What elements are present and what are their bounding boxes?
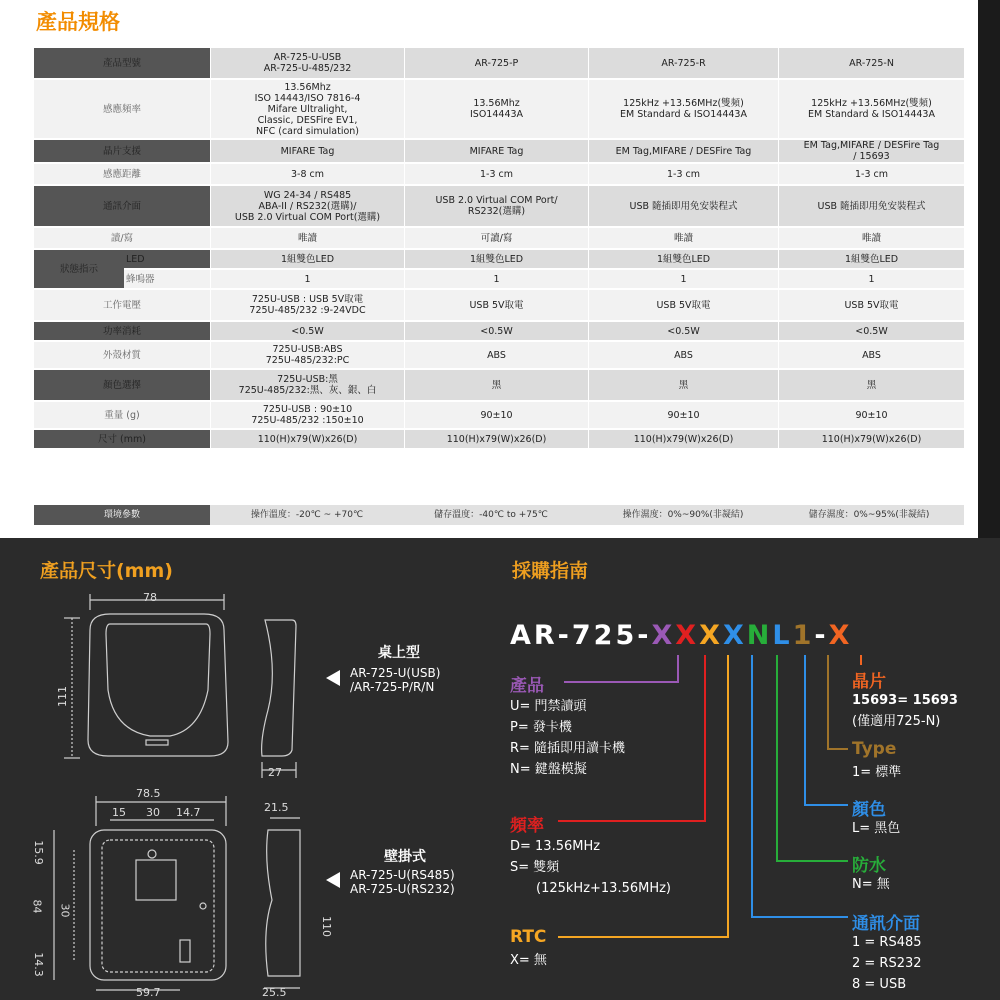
wall-type-title: 壁掛式 (384, 849, 426, 865)
code-interface: X (722, 620, 747, 651)
spec-row (34, 186, 964, 226)
desk-arrow-icon (326, 670, 340, 686)
spec-cell: WG 24-34 / RS485 ABA-II / RS232(選購)/ USB 2.0 Virtual COM Port(選購) (210, 186, 404, 226)
wall-left3: 14.3 (31, 952, 45, 977)
status-sub-label: LED (124, 250, 210, 268)
interface-title: 通訊介面 (852, 914, 920, 934)
spec-row-label: 尺寸 (mm) (34, 430, 210, 448)
product-item: U= 門禁讀頭 (510, 699, 587, 714)
spec-cell: 1 (778, 270, 964, 288)
spec-cell: ABS (404, 342, 588, 368)
wall-width-bottom: 59.7 (136, 986, 161, 999)
spec-cell: 1 (588, 270, 778, 288)
spec-row (34, 48, 964, 78)
spec-cell: 90±10 (404, 402, 588, 428)
spec-cell: EM Tag,MIFARE / DESFire Tag / 15693 (778, 140, 964, 162)
desk-drawing (50, 590, 310, 790)
spec-row (34, 80, 964, 138)
spec-row (34, 370, 964, 400)
spec-row (34, 164, 964, 184)
wall-dim-a: 15 (112, 806, 126, 819)
color-list (852, 818, 900, 839)
spec-row (34, 322, 964, 340)
spec-row-label: 晶片支援 (34, 140, 210, 162)
spec-row (34, 430, 964, 448)
side-rule (978, 0, 1000, 538)
spec-cell: 725U-USB : 90±10 725U-485/232 :150±10 (210, 402, 404, 428)
spec-row (34, 402, 964, 428)
wall-depth-top: 21.5 (264, 801, 289, 814)
product-item: N= 鍵盤模擬 (510, 762, 587, 777)
waterproof-list (852, 874, 890, 895)
desk-width: 78 (143, 591, 157, 604)
desk-depth: 27 (268, 766, 282, 779)
spec-cell: 唯讀 (778, 228, 964, 248)
spec-cell: AR-725-R (588, 48, 778, 78)
code-chip: X (828, 620, 853, 651)
spec-cell: 黑 (778, 370, 964, 400)
spec-cell: 3-8 cm (210, 164, 404, 184)
spec-cell: USB 2.0 Virtual COM Port/ RS232(選購) (404, 186, 588, 226)
spec-cell: USB 5V取電 (778, 290, 964, 320)
env-cell: 操作溫度：-20℃ ~ +70℃ (250, 510, 364, 520)
spec-row (34, 140, 964, 162)
freq-item: D= 13.56MHz (510, 839, 601, 854)
wall-left2: 84 (30, 899, 44, 914)
spec-cell: 1-3 cm (778, 164, 964, 184)
spec-row-label: 顏色選擇 (34, 370, 210, 400)
code-dash: - (814, 620, 829, 651)
spec-row (34, 270, 964, 288)
env-cell: 儲存溫度：-40℃ to +75℃ (434, 510, 548, 520)
spec-cell: 黑 (404, 370, 588, 400)
dimensions-title: 產品尺寸(mm) (40, 560, 173, 582)
spec-cell: 黑 (588, 370, 778, 400)
spec-cell: 1-3 cm (404, 164, 588, 184)
desk-height: 111 (56, 686, 69, 707)
env-cell: 儲存濕度：0%~95%(非凝結) (808, 510, 930, 520)
spec-cell: AR-725-U-USB AR-725-U-485/232 (210, 48, 404, 78)
env-label: 環境參數 (34, 505, 210, 525)
wall-depth-bottom: 25.5 (262, 986, 287, 999)
waterproof-item: N= 無 (852, 877, 890, 892)
spec-cell: 725U-USB:黑 725U-485/232:黑、灰、銀、白 (210, 370, 404, 400)
spec-cell: 110(H)x79(W)x26(D) (588, 430, 778, 448)
product-item: R= 隨插即用讀卡機 (510, 741, 626, 756)
spec-cell: USB 隨插即用免安裝程式 (588, 186, 778, 226)
color-title: 顏色 (852, 800, 886, 820)
rtc-title: RTC (510, 927, 547, 947)
wall-inner: 30 (58, 903, 72, 918)
spec-cell: AR-725-P (404, 48, 588, 78)
spec-cell: 125kHz +13.56MHz(雙頻) EM Standard & ISO14443A (588, 80, 778, 138)
wall-width-top: 78.5 (136, 787, 161, 800)
rtc-item: X= 無 (510, 953, 547, 968)
spec-cell: 1組雙色LED (210, 250, 404, 268)
code-prefix: AR-725- (510, 620, 652, 651)
freq-item: (125kHz+13.56MHz) (536, 881, 672, 896)
spec-cell: 110(H)x79(W)x26(D) (404, 430, 588, 448)
status-sub-label: 蜂鳴器 (124, 270, 210, 288)
product-title: 產品 (510, 676, 544, 696)
spec-cell: 1 (210, 270, 404, 288)
spec-row-label: 讀/寫 (34, 228, 210, 248)
spec-cell: USB 隨插即用免安裝程式 (778, 186, 964, 226)
spec-title: 產品規格 (36, 10, 120, 34)
wall-arrow-icon (326, 872, 340, 888)
spec-row-label: 感應頻率 (34, 80, 210, 138)
color-item: L= 黑色 (852, 821, 901, 836)
spec-cell: ABS (588, 342, 778, 368)
type-list (852, 762, 901, 783)
spec-cell: 13.56Mhz ISO14443A (404, 80, 588, 138)
spec-cell: AR-725-N (778, 48, 964, 78)
spec-cell: MIFARE Tag (404, 140, 588, 162)
type-title: Type (852, 739, 897, 759)
interface-item: 8 = USB (852, 977, 907, 992)
spec-cell: 725U-USB:ABS 725U-485/232:PC (210, 342, 404, 368)
product-item: P= 發卡機 (510, 720, 572, 735)
interface-list (852, 932, 922, 995)
spec-cell: USB 5V取電 (588, 290, 778, 320)
spec-row-label: 產品型號 (34, 48, 210, 78)
spec-cell: MIFARE Tag (210, 140, 404, 162)
wall-drawing (50, 790, 320, 1000)
spec-cell: 1組雙色LED (778, 250, 964, 268)
spec-cell: 110(H)x79(W)x26(D) (210, 430, 404, 448)
spec-cell: EM Tag,MIFARE / DESFire Tag (588, 140, 778, 162)
chip-list (852, 690, 958, 732)
spec-cell: 90±10 (778, 402, 964, 428)
freq-list (510, 836, 671, 899)
wall-dim-b: 30 (146, 806, 160, 819)
wall-models: AR-725-U(RS485) AR-725-U(RS232) (350, 868, 455, 896)
spec-cell: <0.5W (778, 322, 964, 340)
desk-type-title: 桌上型 (378, 645, 420, 661)
env-row (34, 505, 964, 525)
spec-row (34, 250, 964, 268)
wall-left1: 15.9 (31, 840, 45, 865)
spec-cell: 1-3 cm (588, 164, 778, 184)
wall-height: 110 (320, 916, 333, 937)
code-type: 1 (792, 620, 815, 651)
wall-dim-c: 14.7 (176, 806, 201, 819)
spec-row-label: 工作電壓 (34, 290, 210, 320)
spec-cell: 唯讀 (210, 228, 404, 248)
code-color: L (772, 620, 793, 651)
code-freq: X (675, 620, 700, 651)
spec-row-label: 重量 (g) (34, 402, 210, 428)
interface-item: 2 = RS232 (852, 956, 922, 971)
spec-cell: 1組雙色LED (588, 250, 778, 268)
spec-cell: <0.5W (210, 322, 404, 340)
spec-row-label: 感應距離 (34, 164, 210, 184)
rtc-list (510, 950, 547, 971)
type-item: 1= 標準 (852, 765, 902, 780)
spec-cell: 90±10 (588, 402, 778, 428)
env-cell: 操作濕度：0%~90%(非凝結) (622, 510, 744, 520)
status-label: 狀態指示 (34, 250, 124, 288)
spec-cell: USB 5V取電 (404, 290, 588, 320)
guide-title: 採購指南 (512, 560, 589, 582)
spec-table (34, 46, 964, 450)
code-waterproof: N (746, 620, 773, 651)
spec-cell: 唯讀 (588, 228, 778, 248)
spec-cell: 110(H)x79(W)x26(D) (778, 430, 964, 448)
freq-title: 頻率 (510, 816, 544, 836)
spec-cell: 13.56Mhz ISO 14443/ISO 7816-4 Mifare Ultralight, Classic, DESFire EV1, NFC (card simulation) (210, 80, 404, 138)
spec-cell: 可讀/寫 (404, 228, 588, 248)
order-code (510, 620, 852, 651)
spec-row-label: 通訊介面 (34, 186, 210, 226)
desk-models: AR-725-U(USB) /AR-725-P/R/N (350, 666, 441, 694)
spec-cell: 725U-USB : USB 5V取電 725U-485/232 :9-24VDC (210, 290, 404, 320)
chip-item: (僅適用725-N) (852, 714, 941, 729)
spec-cell: 1 (404, 270, 588, 288)
freq-item: S= 雙頻 (510, 860, 560, 875)
spec-row (34, 228, 964, 248)
spec-cell: 125kHz +13.56MHz(雙頻) EM Standard & ISO14443A (778, 80, 964, 138)
code-rtc: X (699, 620, 723, 651)
chip-title: 晶片 (852, 672, 886, 692)
spec-cell: 1組雙色LED (404, 250, 588, 268)
spec-row-label: 功率消耗 (34, 322, 210, 340)
spec-row-label: 外殼材質 (34, 342, 210, 368)
spec-cell: <0.5W (404, 322, 588, 340)
spec-cell: <0.5W (588, 322, 778, 340)
interface-item: 1 = RS485 (852, 935, 922, 950)
product-list (510, 696, 625, 780)
spec-row (34, 342, 964, 368)
code-product: X (651, 620, 676, 651)
waterproof-title: 防水 (852, 856, 886, 876)
spec-cell: ABS (778, 342, 964, 368)
spec-row (34, 290, 964, 320)
chip-item: 15693= 15693 (852, 693, 958, 708)
